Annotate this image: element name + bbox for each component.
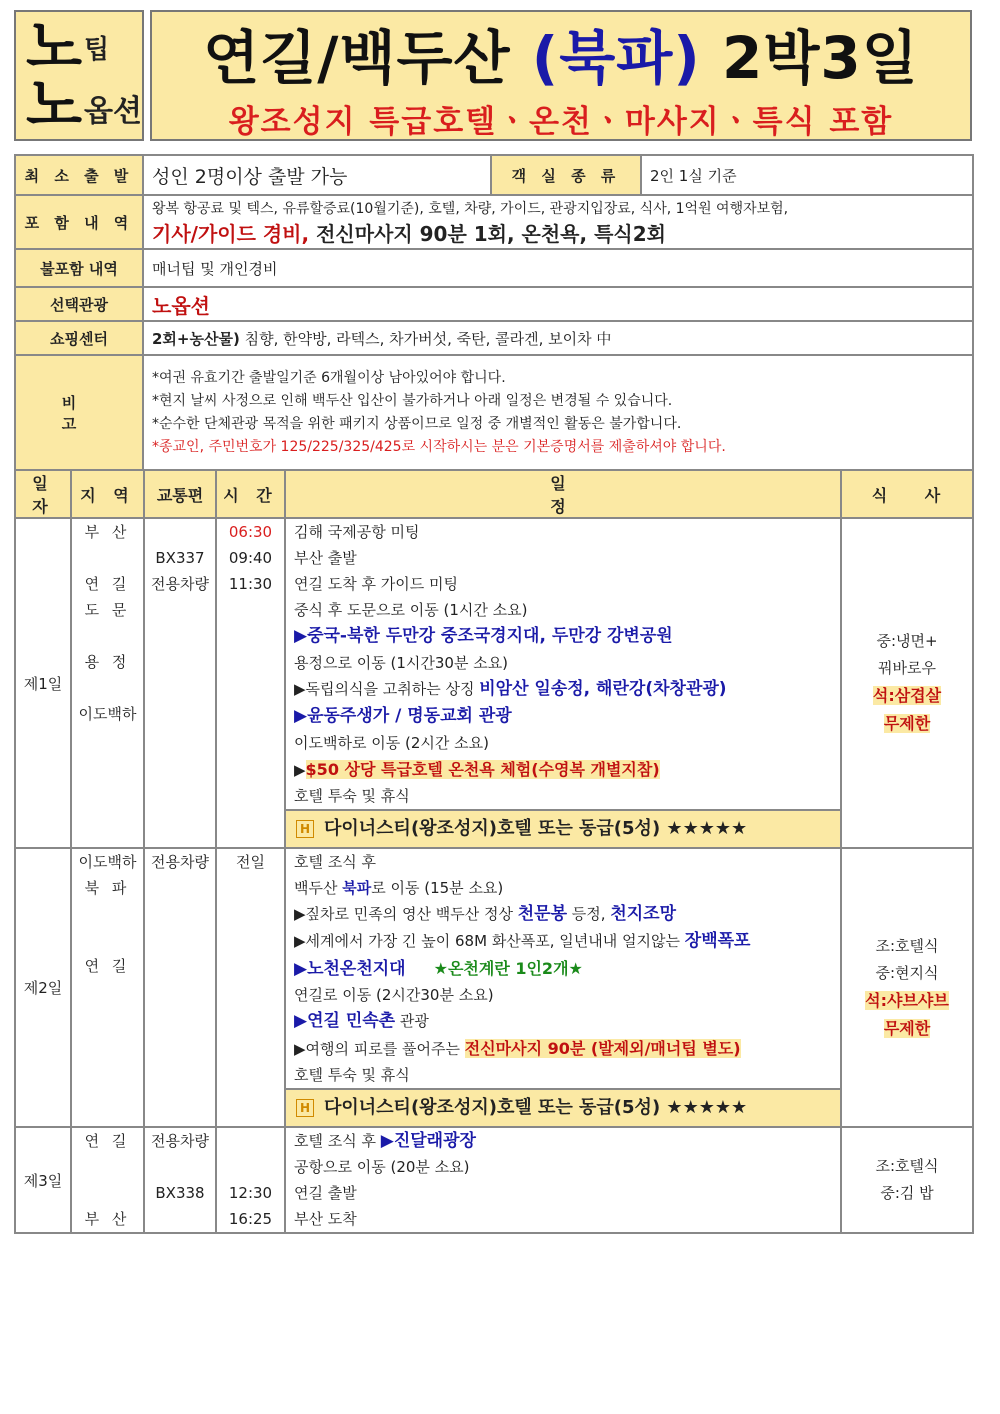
day1-hotel [286, 809, 840, 847]
logo-no-2: 노 [26, 70, 83, 139]
included-rest: 전신마사지 90분 1회, 온천욕, 특식2회 [309, 221, 666, 246]
shopping-label: 쇼핑센터 [15, 321, 143, 355]
min-departure-value: 성인 2명이상 출발 가능 [143, 155, 491, 195]
hotel-text: 다이너스티(왕조성지)호텔 또는 동급(5성) ★★★★★ [324, 818, 748, 839]
day1-row [15, 518, 973, 848]
remark-2: *현지 날씨 사정으로 인해 백두산 입산이 불가하거나 아래 일정은 변경될 수 있습니다. [152, 392, 673, 409]
itinerary-item [294, 928, 840, 955]
page-title [152, 26, 970, 90]
day3-meals [841, 1127, 973, 1233]
hotel-text: 다이너스티(왕조성지)호텔 또는 동급(5성) ★★★★★ [324, 1097, 748, 1118]
logo-tip: 팁 [84, 34, 110, 65]
title-main-post: 2박3일 [700, 24, 919, 92]
day2-meals [841, 848, 973, 1127]
region [72, 623, 143, 649]
day2-itinerary [285, 848, 841, 1127]
region [72, 1154, 143, 1180]
transport: BX338 [155, 1184, 205, 1202]
included-value [143, 195, 973, 249]
itinerary-item [294, 955, 840, 982]
itinerary-item [294, 756, 840, 783]
day1-meals [841, 518, 973, 848]
shopping-rest: 침향, 한약방, 라텍스, 차가버섯, 죽탄, 콜라겐, 보이차 中 [239, 329, 612, 348]
itinerary-item [294, 1035, 840, 1062]
day3-label: 제3일 [15, 1127, 71, 1233]
itinerary-highlight: 북파 [342, 879, 372, 897]
day2-times [216, 848, 285, 1127]
meal: 석:삼겹살 [872, 686, 942, 705]
meal: 무제한 [883, 1018, 931, 1038]
day2-regions [71, 848, 144, 1127]
day3-row [15, 1127, 973, 1233]
region: 도 문 [84, 601, 131, 619]
itinerary-text: 등정, [567, 905, 611, 923]
min-departure-label: 최 소 출 발 [15, 155, 143, 195]
day3-transport [144, 1127, 216, 1233]
meal: 무제한 [883, 714, 931, 733]
itinerary-item: 용정으로 이동 (1시간30분 소요) [294, 654, 509, 672]
region: 연 길 [84, 957, 131, 975]
itinerary-item: 호텔 투숙 및 휴식 [294, 787, 410, 805]
time: 06:30 [228, 523, 273, 541]
region: 연 길 [84, 1132, 131, 1150]
excluded-label: 불포함 내역 [15, 249, 143, 287]
itinerary-item [294, 676, 840, 703]
meal: 조:호텔식 [875, 1157, 939, 1175]
itinerary-item [294, 901, 840, 928]
time: 11:30 [228, 575, 273, 593]
header-region: 지 역 [71, 470, 144, 518]
itinerary-highlight: ▶연길 민속촌 [294, 1011, 396, 1031]
day1-transport [144, 518, 216, 848]
region: 북 파 [84, 879, 131, 897]
day2-hotel [286, 1088, 840, 1126]
itinerary-item [294, 1128, 840, 1154]
itinerary-text: 관광 [395, 1012, 429, 1030]
header-time: 시 간 [216, 470, 285, 518]
title-main-pre: 연길/백두산 [203, 24, 532, 92]
header-date: 일 자 [15, 470, 71, 518]
region [72, 901, 143, 927]
optional-label: 선택관광 [15, 287, 143, 321]
hotel-icon: H [296, 1099, 314, 1117]
schedule-table [14, 469, 974, 1234]
included-red: 기사/가이드 경비, [152, 221, 310, 246]
itinerary-item: 호텔 조식 후 [294, 853, 376, 871]
region: 이도백하 [78, 853, 137, 871]
remark-3: *순수한 단체관광 목적을 위한 패키지 상품이므로 일정 중 개별적인 활동은 불가합니다. [152, 415, 682, 432]
transport [145, 1154, 215, 1180]
included-line2 [152, 218, 972, 247]
itinerary-highlight: $50 상당 특급호텔 온천욕 체험(수영복 개별지참) [305, 760, 660, 779]
header-transport: 교통편 [144, 470, 216, 518]
meal: 중:현지식 [875, 963, 939, 982]
transport: 전용차량 [151, 575, 209, 593]
day1-regions [71, 518, 144, 848]
header-itinerary: 일 정 [285, 470, 841, 518]
page-subtitle: 왕조성지 특급호텔ㆍ온천ㆍ마사지ㆍ특식 포함 [228, 104, 894, 140]
logo [14, 10, 144, 141]
itinerary-text: ▶여행의 피로를 풀어주는 [294, 1040, 465, 1058]
meal: 중:김 밥 [880, 1184, 934, 1202]
itinerary-item: 이도백하로 이동 (2시간 소요) [294, 734, 489, 752]
itinerary-item: 연길 출발 [294, 1184, 357, 1202]
logo-no-1: 노 [26, 12, 83, 81]
itinerary-highlight: 전신마사지 90분 (발제외/매너팁 별도) [464, 1039, 741, 1058]
itinerary-highlight: 비암산 일송정, 해란강(차창관광) [479, 679, 727, 699]
itinerary-item [294, 875, 840, 901]
day1-itinerary [285, 518, 841, 848]
day2-transport [144, 848, 216, 1127]
optional-value: 노옵션 [143, 287, 973, 321]
itinerary-highlight: ★온천계란 1인2개★ [433, 959, 583, 978]
included-line1: 왕복 항공료 및 텍스, 유류할증료(10월기준), 호텔, 차량, 가이드, 관광지입장료, 식사, 1억원 여행자보험, [152, 200, 789, 217]
itinerary-highlight: ▶진달래광장 [380, 1131, 476, 1151]
itinerary-item: 부산 도착 [294, 1210, 357, 1228]
itinerary-highlight: 천지조망 [610, 904, 677, 924]
region [72, 1180, 143, 1206]
itinerary-item: 중식 후 도문으로 이동 (1시간 소요) [294, 601, 528, 619]
hotel-icon: H [296, 820, 314, 838]
room-type-value: 2인 1실 기준 [641, 155, 973, 195]
itinerary-item: 김해 국제공항 미팅 [294, 523, 420, 541]
itinerary-text: ▶짚차로 민족의 영산 백두산 정상 [294, 905, 518, 923]
time: 09:40 [228, 549, 273, 567]
included-label: 포 함 내 역 [15, 195, 143, 249]
meal: 중:냉면+ [876, 632, 938, 650]
time: 전일 [236, 853, 265, 871]
remark-1: *여권 유효기간 출발일기준 6개월이상 남아있어야 합니다. [152, 369, 506, 386]
time: 12:30 [228, 1184, 273, 1202]
itinerary-text: ▶세계에서 가장 긴 높이 68M 화산폭포, 일년내내 얼지않는 [294, 932, 685, 950]
title-main-blue: (북파) [531, 24, 701, 92]
transport [145, 519, 215, 545]
excluded-value: 매너팁 및 개인경비 [143, 249, 973, 287]
day1-label: 제1일 [15, 518, 71, 848]
transport: 전용차량 [151, 1132, 209, 1150]
header-meal: 식 사 [841, 470, 973, 518]
itinerary-highlight: 장백폭포 [684, 931, 751, 951]
day3-times [216, 1127, 285, 1233]
itinerary-item: 연길로 이동 (2시간30분 소요) [294, 986, 494, 1004]
shopping-bold: 2회+농산물) [152, 329, 240, 348]
remarks-value [143, 355, 973, 470]
meal: 석:샤브샤브 [865, 990, 949, 1010]
room-type-label: 객 실 종 류 [491, 155, 641, 195]
itinerary-item: 부산 출발 [294, 549, 357, 567]
transport: 전용차량 [151, 853, 209, 871]
region: 부 산 [84, 523, 131, 541]
itinerary-item: ▶중국-북한 두만강 중조국경지대, 두만강 강변공원 [294, 626, 673, 646]
day2-label: 제2일 [15, 848, 71, 1127]
itinerary-item: 공항으로 이동 (20분 소요) [294, 1158, 470, 1176]
shopping-value [143, 321, 973, 355]
itinerary-item: 연길 도착 후 가이드 미팅 [294, 575, 458, 593]
itinerary-item: ▶윤동주생가 / 명동교회 관광 [294, 706, 512, 726]
logo-option: 옵션 [84, 93, 142, 129]
itinerary-text: 백두산 [294, 879, 343, 897]
region [72, 545, 143, 571]
remark-red: *종교인, 주민번호가 125/225/325/425로 시작하시는 분은 기본증명서를 제출하셔야 합니다. [152, 438, 726, 455]
day3-regions [71, 1127, 144, 1233]
region [72, 675, 143, 701]
region: 연 길 [84, 575, 131, 593]
remarks-label: 비 고 [15, 355, 143, 470]
info-table [14, 154, 974, 471]
day3-itinerary [285, 1127, 841, 1233]
meal: 조:호텔식 [875, 936, 939, 955]
transport: BX337 [155, 549, 205, 567]
region: 이도백하 [78, 705, 137, 723]
itinerary-highlight: ▶노천온천지대 [294, 959, 406, 979]
itinerary-item [294, 1008, 840, 1035]
itinerary-item: 호텔 투숙 및 휴식 [294, 1066, 410, 1084]
title-banner [150, 10, 972, 141]
region: 용 정 [84, 653, 131, 671]
itinerary-text: 호텔 조식 후 [294, 1132, 381, 1150]
time [217, 1154, 284, 1180]
itinerary-text: 로 이동 (15분 소요) [371, 879, 504, 897]
time: 16:25 [228, 1210, 273, 1228]
itinerary-highlight: 천문봉 [517, 904, 568, 924]
itinerary-text: ▶ [294, 761, 306, 779]
time [217, 1128, 284, 1154]
day2-row [15, 848, 973, 1127]
day1-times [216, 518, 285, 848]
meal: 꿔바로우 [878, 659, 936, 677]
region: 부 산 [84, 1210, 131, 1228]
itinerary-text: ▶독립의식을 고취하는 상징 [294, 680, 480, 698]
region [72, 927, 143, 953]
